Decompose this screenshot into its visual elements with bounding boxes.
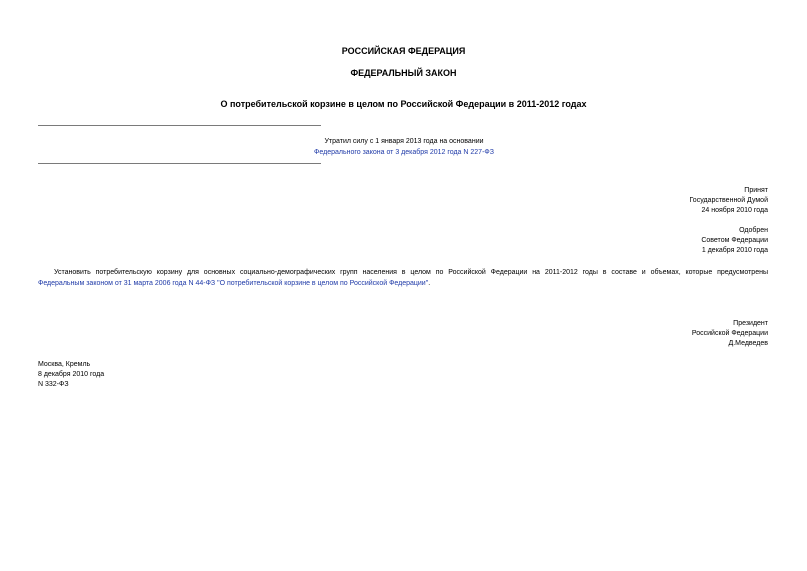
body-text-start: Установить потребительскую корзину для основных социально-демографических групп населения в целом по Российской Федерации на 2011-2012 годы в составе и объемах, которые предусмотрены [54, 269, 768, 276]
body-text-end: . [428, 280, 431, 287]
footer-date: 8 декабря 2010 года [38, 371, 105, 378]
bottom-divider [38, 163, 321, 164]
approved-label: Одобрен [739, 227, 768, 234]
footer-place: Москва, Кремль [38, 361, 91, 368]
referenced-law-link[interactable]: Федеральным законом от 31 марта 2006 года N 44-ФЗ "О потребительской корзине в целом по Российской Федерации" [38, 280, 429, 287]
signature-country: Российской Федерации [691, 330, 768, 337]
body-text-line2 [38, 278, 768, 289]
repeal-note-text: Утратил силу с 1 января 2013 года на основании [324, 138, 484, 145]
law-title: О потребительской корзине в целом по Российской Федерации в 2011-2012 годах [220, 99, 587, 109]
country-heading: РОССИЙСКАЯ ФЕДЕРАЦИЯ [341, 46, 466, 56]
footer-block [38, 360, 104, 390]
adopted-label: Принят [744, 187, 768, 194]
signature-name: Д.Медведев [728, 340, 768, 347]
repeal-law-link[interactable]: Федерального закона от 3 декабря 2012 года N 227-ФЗ [314, 149, 494, 156]
repeal-note [300, 136, 508, 158]
signature-block [692, 319, 768, 349]
footer-number: N 332-ФЗ [38, 381, 69, 388]
top-divider [38, 125, 321, 126]
law-body-paragraph [38, 267, 768, 289]
adopted-by: Государственной Думой [689, 197, 768, 204]
doc-type-heading: ФЕДЕРАЛЬНЫЙ ЗАКОН [350, 68, 457, 78]
signature-position: Президент [733, 320, 768, 327]
adopted-date: 24 ноября 2010 года [701, 207, 768, 214]
approved-by: Советом Федерации [701, 237, 768, 244]
adoption-block [689, 186, 768, 256]
approved-date: 1 декабря 2010 года [701, 247, 768, 254]
